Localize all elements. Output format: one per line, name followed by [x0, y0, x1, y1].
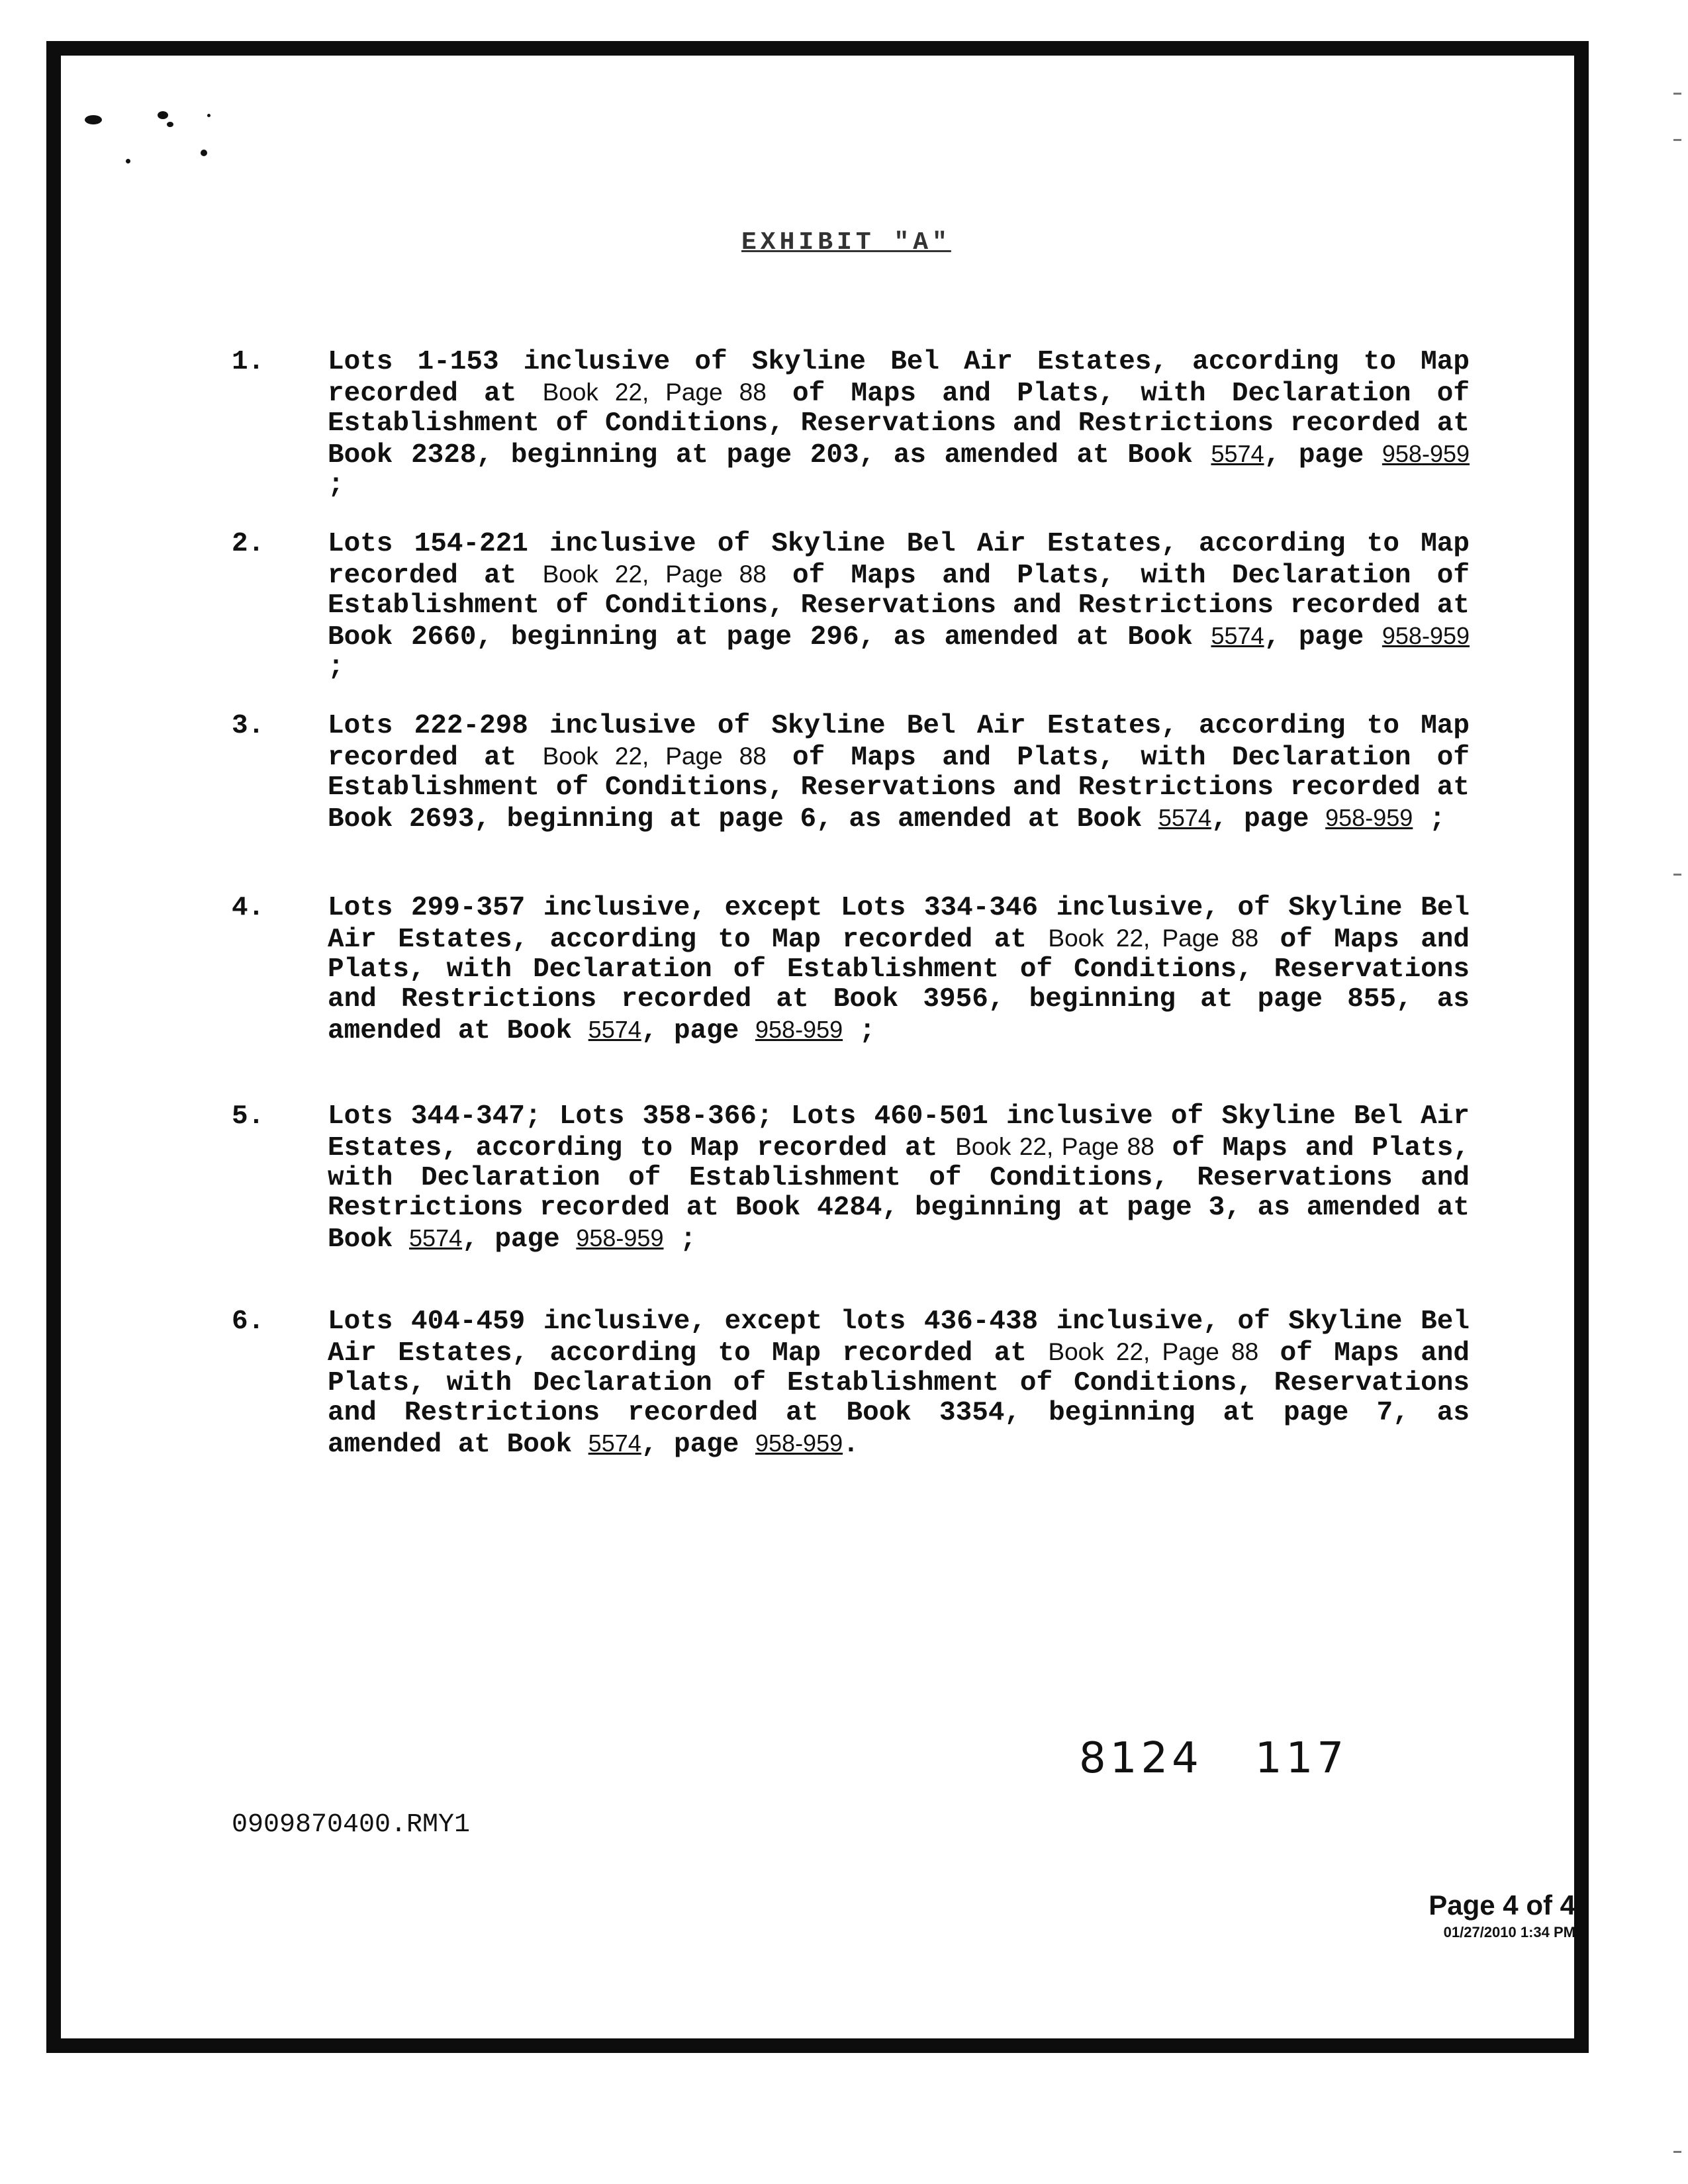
- amended-book: 5574: [1211, 440, 1264, 467]
- amended-page: 958-959: [1382, 622, 1470, 649]
- scan-speck: [207, 114, 211, 117]
- item-number: 1.: [232, 347, 265, 377]
- item-end: ;: [328, 652, 344, 682]
- map-reference: Book 22, Page 88: [542, 743, 767, 770]
- item-text: [328, 347, 1470, 500]
- amended-page: 958-959: [755, 1430, 843, 1457]
- map-reference: Book 22, Page 88: [542, 379, 767, 406]
- item-text-part: , page: [641, 1430, 755, 1460]
- scan-speck: [167, 122, 173, 127]
- scan-speck: [158, 111, 168, 119]
- item-text: [328, 529, 1470, 682]
- page-border: [46, 41, 1589, 2053]
- exhibit-title: EXHIBIT "A": [741, 228, 951, 257]
- item-number: 4.: [232, 893, 265, 923]
- item-text-part: , page: [1211, 804, 1326, 835]
- amended-book: 5574: [588, 1430, 641, 1457]
- item-text-part: of Maps and Plats, with Declaration of Establishment of Conditions, Reservations and Restrictions recorded at Book 2660, beginning at page 296, as amended at Book: [328, 561, 1470, 653]
- scan-speck: [201, 150, 207, 156]
- page-number: Page 4 of 4: [1429, 1889, 1575, 1921]
- amended-page: 958-959: [755, 1016, 843, 1043]
- item-end: ;: [843, 1016, 876, 1046]
- amended-page: 958-959: [1325, 804, 1413, 831]
- item-text-part: Lots 154-221 inclusive of Skyline Bel Air Estates, according to Map recorded at: [328, 529, 1470, 591]
- item-text-part: , page: [641, 1016, 755, 1046]
- scan-speck: [126, 159, 130, 163]
- map-reference: Book 22, Page 88: [955, 1133, 1154, 1160]
- item-text-part: of Maps and Plats, with Declaration of Establishment of Conditions, Reservations and Restrictions recorded at Book 2693, beginning at page 6, as amended at Book: [328, 743, 1470, 835]
- item-text: [328, 1307, 1470, 1460]
- item-text-part: of Maps and Plats, with Declaration of Establishment of Conditions, Reservations and Restrictions recorded at Book 2328, beginning at page 203, as amended at Book: [328, 379, 1470, 471]
- item-end: ;: [1413, 804, 1446, 835]
- item-text-part: of Maps and Plats, with Declaration of Establishment of Conditions, Reservations and Restrictions recorded at Book 3956, beginning at page 855, as amended at Book: [328, 925, 1470, 1046]
- amended-book: 5574: [409, 1224, 463, 1251]
- item-text-part: Lots 404-459 inclusive, except lots 436-438 inclusive, of Skyline Bel Air Estates, according to Map recorded at: [328, 1306, 1470, 1369]
- margin-tick: [1673, 2151, 1681, 2153]
- item-text-part: Lots 1-153 inclusive of Skyline Bel Air Estates, according to Map recorded at: [328, 347, 1470, 409]
- document-id: 0909870400.RMY1: [232, 1810, 471, 1840]
- item-number: 2.: [232, 529, 265, 559]
- item-number: 5.: [232, 1101, 265, 1132]
- amended-page: 958-959: [1382, 440, 1470, 467]
- map-reference: Book 22, Page 88: [1048, 925, 1259, 952]
- item-text: [328, 893, 1470, 1046]
- item-text-part: Lots 222-298 inclusive of Skyline Bel Air Estates, according to Map recorded at: [328, 711, 1470, 773]
- print-timestamp: 01/27/2010 1:34 PM: [1443, 1924, 1575, 1940]
- map-reference: Book 22, Page 88: [1048, 1338, 1259, 1365]
- item-text-part: , page: [462, 1224, 577, 1255]
- recording-stamp: 8124 117: [1079, 1734, 1348, 1783]
- scan-speck: [85, 115, 102, 124]
- item-end: ;: [663, 1224, 696, 1255]
- amended-book: 5574: [588, 1016, 641, 1043]
- item-end: .: [843, 1430, 859, 1460]
- item-text-part: of Maps and Plats, with Declaration of Establishment of Conditions, Reservations and Restrictions recorded at Book 3354, beginning at page 7, as amended at Book: [328, 1338, 1470, 1460]
- item-text-part: , page: [1264, 622, 1382, 653]
- margin-tick: [1673, 93, 1681, 95]
- item-text-part: , page: [1264, 440, 1382, 471]
- item-text-part: of Maps and Plats, with Declaration of Establishment of Conditions, Reservations and Restrictions recorded at Book 4284, beginning at page 3, as amended at Book: [328, 1133, 1470, 1255]
- item-end: ;: [328, 470, 344, 500]
- amended-page: 958-959: [576, 1224, 664, 1251]
- item-text-part: Lots 299-357 inclusive, except Lots 334-346 inclusive, of Skyline Bel Air Estates, according to Map recorded at: [328, 893, 1470, 955]
- item-text: [328, 1102, 1470, 1255]
- item-number: 6.: [232, 1306, 265, 1337]
- item-number: 3.: [232, 711, 265, 741]
- amended-book: 5574: [1158, 804, 1211, 831]
- margin-tick: [1673, 139, 1681, 141]
- map-reference: Book 22, Page 88: [542, 561, 767, 588]
- amended-book: 5574: [1211, 622, 1264, 649]
- item-text: [328, 711, 1470, 835]
- margin-tick: [1673, 874, 1681, 876]
- item-text-part: Lots 344-347; Lots 358-366; Lots 460-501 inclusive of Skyline Bel Air Estates, according to Map recorded at: [328, 1101, 1470, 1163]
